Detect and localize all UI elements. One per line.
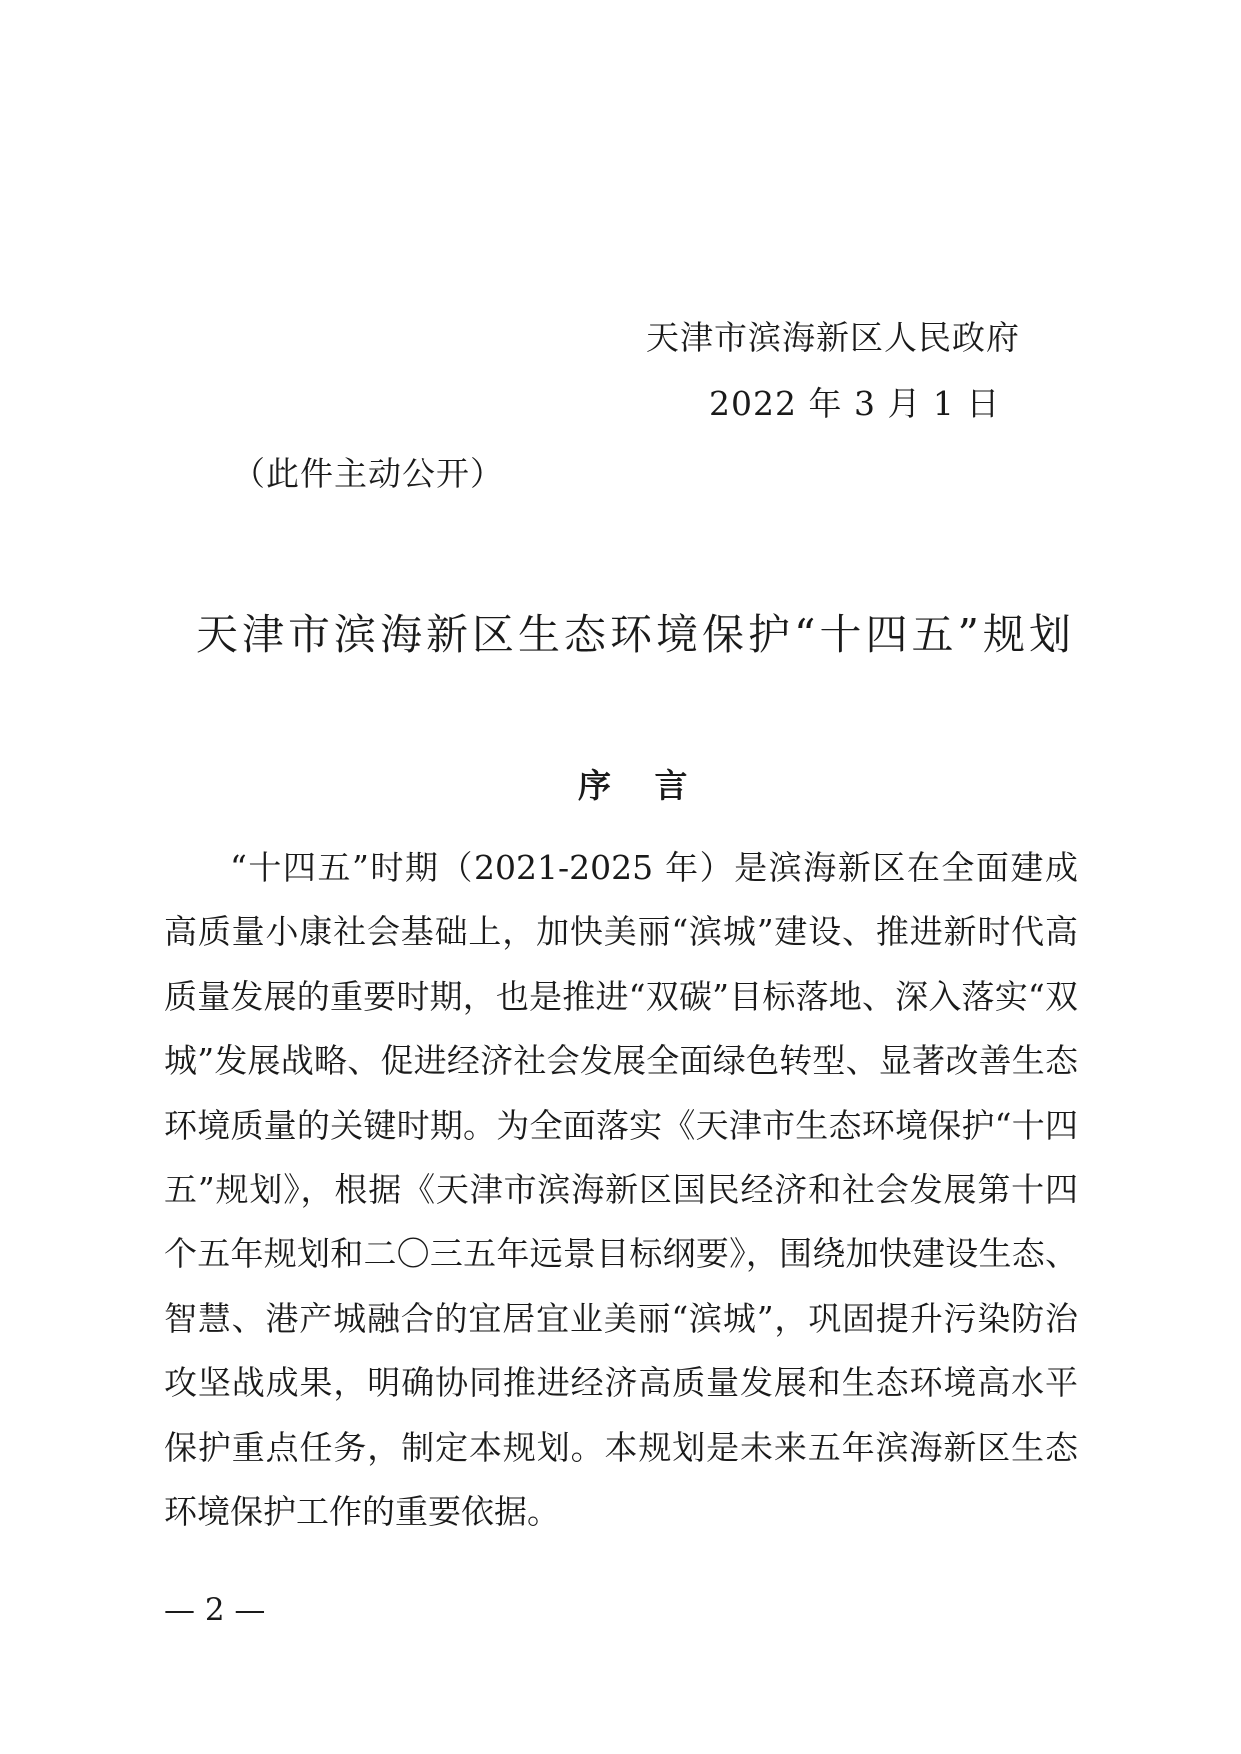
issuing-authority: 天津市滨海新区人民政府: [646, 318, 1020, 357]
page-number: — 2 —: [164, 1592, 266, 1628]
issue-date: 2022 年 3 月 1 日: [709, 384, 1001, 423]
body-paragraph: “十四五”时期（2021-2025 年）是滨海新区在全面建成高质量小康社会基础上，加快美丽“滨城”建设、推进新时代高质量发展的重要时期，也是推进“双碳”目标落地、深入落实“双城”发展战略、促进经济社会发展全面绿色转型、显著改善生态环境质量的关键时期。为全面落实《天津市生态环境保护“十四五”规划》，根据《天津市滨海新区国民经济和社会发展第十四个五年规划和二〇三五年远景目标纲要》，围绕加快建设生态、智慧、港产城融合的宜居宜业美丽“滨城”，巩固提升污染防治攻坚战成果，明确协同推进经济高质量发展和生态环境高水平保护重点任务，制定本规划。本规划是未来五年滨海新区生态环境保护工作的重要依据。: [164, 848, 1078, 1532]
document-title: 天津市滨海新区生态环境保护“十四五”规划: [196, 610, 1075, 659]
section-heading: 序 言: [578, 766, 704, 805]
disclosure-note: （此件主动公开）: [232, 454, 504, 493]
